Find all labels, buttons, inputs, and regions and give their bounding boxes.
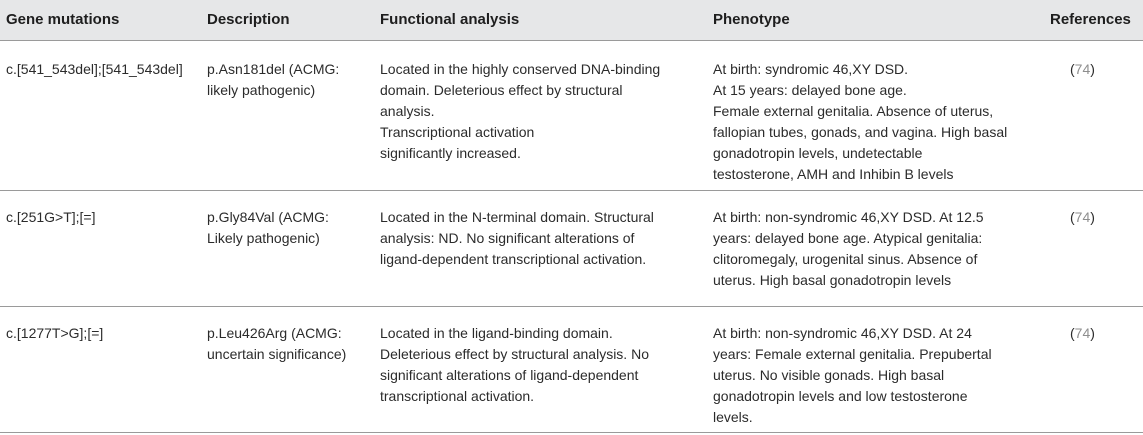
cell-line: Located in the ligand-binding domain. bbox=[380, 325, 613, 341]
row-2-phenotype bbox=[713, 207, 984, 291]
cell-line: At birth: non-syndromic 46,XY DSD. At 12.5 bbox=[713, 209, 984, 225]
cell-line: transcriptional activation. bbox=[380, 388, 535, 404]
row-divider bbox=[0, 306, 1143, 307]
row-divider bbox=[0, 190, 1143, 191]
row-3-reference[interactable]: (74) bbox=[1070, 325, 1095, 341]
cell-line: Deleterious effect by structural analysis. No bbox=[380, 346, 649, 362]
cell-line: p.Gly84Val (ACMG: bbox=[207, 209, 329, 225]
cell-line: c.[251G>T];[=] bbox=[6, 209, 96, 225]
reference-link[interactable]: 74 bbox=[1074, 325, 1091, 341]
header-description: Description bbox=[207, 11, 290, 28]
header-gene-mutations: Gene mutations bbox=[6, 11, 120, 28]
row-2-description bbox=[207, 207, 329, 249]
row-3-functional bbox=[380, 323, 649, 407]
cell-line: ligand-dependent transcriptional activation. bbox=[380, 251, 647, 267]
cell-line: levels. bbox=[713, 409, 753, 425]
cell-line: fallopian tubes, gonads, and vagina. High basal bbox=[713, 124, 1008, 140]
cell-line: domain. Deleterious effect by structural bbox=[380, 82, 623, 98]
row-1-gene bbox=[6, 59, 183, 80]
reference-link[interactable]: 74 bbox=[1074, 209, 1091, 225]
cell-line: years: Female external genitalia. Prepubertal bbox=[713, 346, 992, 362]
row-1-reference[interactable]: (74) bbox=[1070, 61, 1095, 77]
cell-line: Likely pathogenic) bbox=[207, 230, 320, 246]
cell-line: Located in the N-terminal domain. Structural bbox=[380, 209, 654, 225]
row-1-functional bbox=[380, 59, 660, 164]
cell-line: analysis: ND. No significant alterations of bbox=[380, 230, 635, 246]
cell-line: gonadotropin levels and low testosterone bbox=[713, 388, 968, 404]
cell-line: gonadotropin levels, undetectable bbox=[713, 145, 923, 161]
cell-line: p.Leu426Arg (ACMG: bbox=[207, 325, 342, 341]
cell-line: p.Asn181del (ACMG: bbox=[207, 61, 340, 77]
cell-line: At birth: non-syndromic 46,XY DSD. At 24 bbox=[713, 325, 972, 341]
cell-line: uterus. High basal gonadotropin levels bbox=[713, 272, 952, 288]
cell-line: uncertain significance) bbox=[207, 346, 347, 362]
row-3-gene bbox=[6, 323, 103, 344]
row-2-reference[interactable]: (74) bbox=[1070, 209, 1095, 225]
cell-line: clitoromegaly, urogenital sinus. Absence of bbox=[713, 251, 978, 267]
cell-line: c.[1277T>G];[=] bbox=[6, 325, 104, 341]
reference-link[interactable]: 74 bbox=[1074, 61, 1091, 77]
row-3-description bbox=[207, 323, 346, 365]
cell-line: years: delayed bone age. Atypical genitalia: bbox=[713, 230, 983, 246]
row-2-gene bbox=[6, 207, 96, 228]
cell-line: Located in the highly conserved DNA-binding bbox=[380, 61, 661, 77]
cell-line: At 15 years: delayed bone age. bbox=[713, 82, 907, 98]
row-1-description bbox=[207, 59, 339, 101]
row-1-phenotype bbox=[713, 59, 1007, 185]
header-functional-analysis: Functional analysis bbox=[380, 11, 520, 28]
cell-line: likely pathogenic) bbox=[207, 82, 316, 98]
cell-line: Female external genitalia. Absence of uterus, bbox=[713, 103, 994, 119]
cell-line: Transcriptional activation bbox=[380, 124, 535, 140]
row-2-functional bbox=[380, 207, 654, 270]
row-3-phenotype bbox=[713, 323, 992, 428]
cell-line: significantly increased. bbox=[380, 145, 521, 161]
cell-line: uterus. No visible gonads. High basal bbox=[713, 367, 945, 383]
cell-line: testosterone, AMH and Inhibin B levels bbox=[713, 166, 954, 182]
cell-line: analysis. bbox=[380, 103, 435, 119]
table-bottom-border bbox=[0, 432, 1143, 433]
cell-line: At birth: syndromic 46,XY DSD. bbox=[713, 61, 909, 77]
cell-line: c.[541_543del];[541_543del] bbox=[6, 61, 183, 77]
table-header bbox=[0, 0, 1143, 41]
header-references: References bbox=[1050, 11, 1131, 28]
header-phenotype: Phenotype bbox=[713, 11, 790, 28]
cell-line: significant alterations of ligand-dependent bbox=[380, 367, 639, 383]
